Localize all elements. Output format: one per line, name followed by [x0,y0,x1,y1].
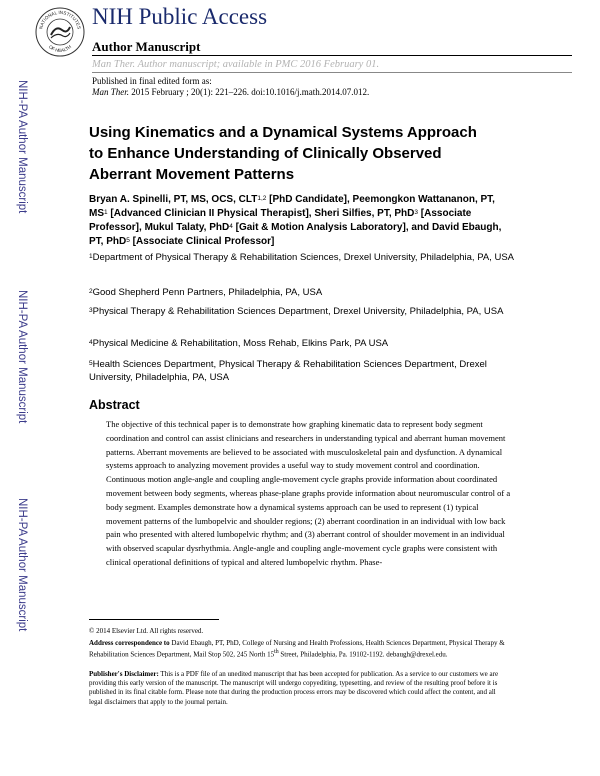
affiliation [89,286,519,299]
author-role: [Associate Professor], [89,208,472,233]
disclaimer-label: Publisher's Disclaimer: [89,670,159,678]
affiliation [89,251,519,264]
correspondence-note [89,639,509,660]
author-list [89,193,509,249]
author-affiliation-marker: 1,2 [257,195,267,202]
affiliation [89,358,519,384]
author-affiliation-marker: 1 [104,209,108,216]
logo-ring-text-top: NATIONAL INSTITUTES [38,9,82,30]
published-form-note: Published in final edited form as: [92,76,212,86]
logo-ring-text-bottom: OF HEALTH [47,44,73,54]
affiliation-number: 2 [89,288,93,295]
header-rule [92,55,572,56]
nih-logo [34,6,86,58]
affiliation [89,337,519,350]
affiliation-text: Health Sciences Department, Physical Therapy & Rehabilitation Sciences Department, Drexel University, Philadelphia, PA, USA [89,359,487,383]
side-label-2: NIH-PA Author Manuscript [16,290,28,424]
correspondence-sup: th [274,649,279,656]
affiliation-text: Physical Therapy & Rehabilitation Sciences Department, Drexel University, Philadelphia, PA, USA [92,306,504,317]
footnote-rule [89,619,219,620]
affiliation-number: 1 [89,253,93,260]
correspondence-tail: Street, Philadelphia, Pa. 19102-1192. debaugh@drexel.edu. [278,650,448,659]
author-affiliation-marker: 5 [126,237,130,244]
author-name: and David Ebaugh, PT, PhD [89,222,502,247]
author-affiliation-marker: 4 [229,223,233,230]
side-label-1: NIH-PA Author Manuscript [16,80,28,214]
citation-journal: Man Ther. [92,87,130,97]
author-role: [Associate Clinical Professor] [129,236,275,247]
availability-note: Man Ther. Author manuscript; available in PMC 2016 February 01. [92,59,380,70]
affiliation [89,305,519,318]
nih-public-access-brand: NIH Public Access [92,4,268,29]
author-name: Mukul Talaty, PhD [144,222,230,233]
disclaimer-text: This is a PDF file of an unedited manuscript that has been accepted for publication. As a service to our customers we are providing this early version of the manuscript. The manuscript will undergo copyediting, typesetting, and review of the resulting proof before it is published in its final citable form. Please note that during the production process errors may be discovered which could affect the content, and all legal disclaimers that apply to the journal pertain. [89,670,499,706]
side-label-3: NIH-PA Author Manuscript [16,498,28,632]
affiliation-number: 5 [89,360,93,367]
author-name: Peemongkon Wattananon, PT, MS [89,194,495,219]
affiliation-text: Department of Physical Therapy & Rehabilitation Sciences, Drexel University, Philadelphia, PA, USA [92,252,514,263]
abstract-text: The objective of this technical paper is to demonstrate how graphing kinematic data to represent body segment coordination and control can assist clinicians and researchers in understanding typical and aberrant human movement patterns. Aberrant movements are believed to be associated with musculoskeletal pain and dysfunction. A dynamical systems approach to analyzing movement provides a useful way to study movement control and coordination. Continuous motion angle-angle and coupling angle-movement cycle graphs provide information about coordinated movement between body segments, whereas phase-plane graphs provide information about neuromuscular control of a body segment. Examples demonstrate how a dynamical systems approach can be used to represent (1) typical movement patterns of the lumbopelvic and shoulder regions; (2) aberrant coordination in an individual with low back pain who presented with altered lumbopelvic rhythm; and (3) aberrant control of shoulder movement in an individual with observed scapular dysrhythmia. Angle-angle and coupling angle-movement cycle graphs were consistent with clinical operational definitions of typical and altered lumbopelvic rhythm. Phase- [106,419,511,567]
publisher-disclaimer [89,670,509,707]
author-role: [Advanced Clinician II Physical Therapist], [107,208,315,219]
author-role: [PhD Candidate], [266,194,353,205]
affiliation-text: Physical Medicine & Rehabilitation, Moss Rehab, Elkins Park, PA USA [92,338,389,349]
correspondence-text: David Ebaugh, PT, PhD, College of Nursing and Health Professions, Health Sciences Department, Physical Therapy & Rehabilitation Sciences Department, Mail Stop 502, 245 North 15 [89,639,505,659]
copyright-note: © 2014 Elsevier Ltd. All rights reserved. [89,627,204,635]
author-role: [Gait & Motion Analysis Laboratory], [232,222,412,233]
citation [92,87,369,98]
header-rule-secondary [92,72,572,73]
author-manuscript-label: Author Manuscript [92,39,201,54]
svg-text:OF HEALTH [48,44,72,53]
author-affiliation-marker: 3 [414,209,419,216]
author-name: Bryan A. Spinelli, PT, MS, OCS, CLT [89,194,258,205]
affiliation-text: Good Shepherd Penn Partners, Philadelphia, PA, USA [92,287,323,298]
citation-details: 2015 February ; 20(1): 221–226. doi:10.1016/j.math.2014.07.012. [129,87,370,97]
article-title: Using Kinematics and a Dynamical Systems Approach to Enhance Understanding of Clinically Observed Aberrant Movement Patterns [89,124,477,183]
correspondence-label: Address correspondence to [89,639,170,647]
affiliation-number: 3 [89,307,93,314]
affiliation-number: 4 [89,339,93,346]
author-name: Sheri Silfies, PT, PhD [314,208,415,219]
abstract-heading: Abstract [89,398,140,412]
